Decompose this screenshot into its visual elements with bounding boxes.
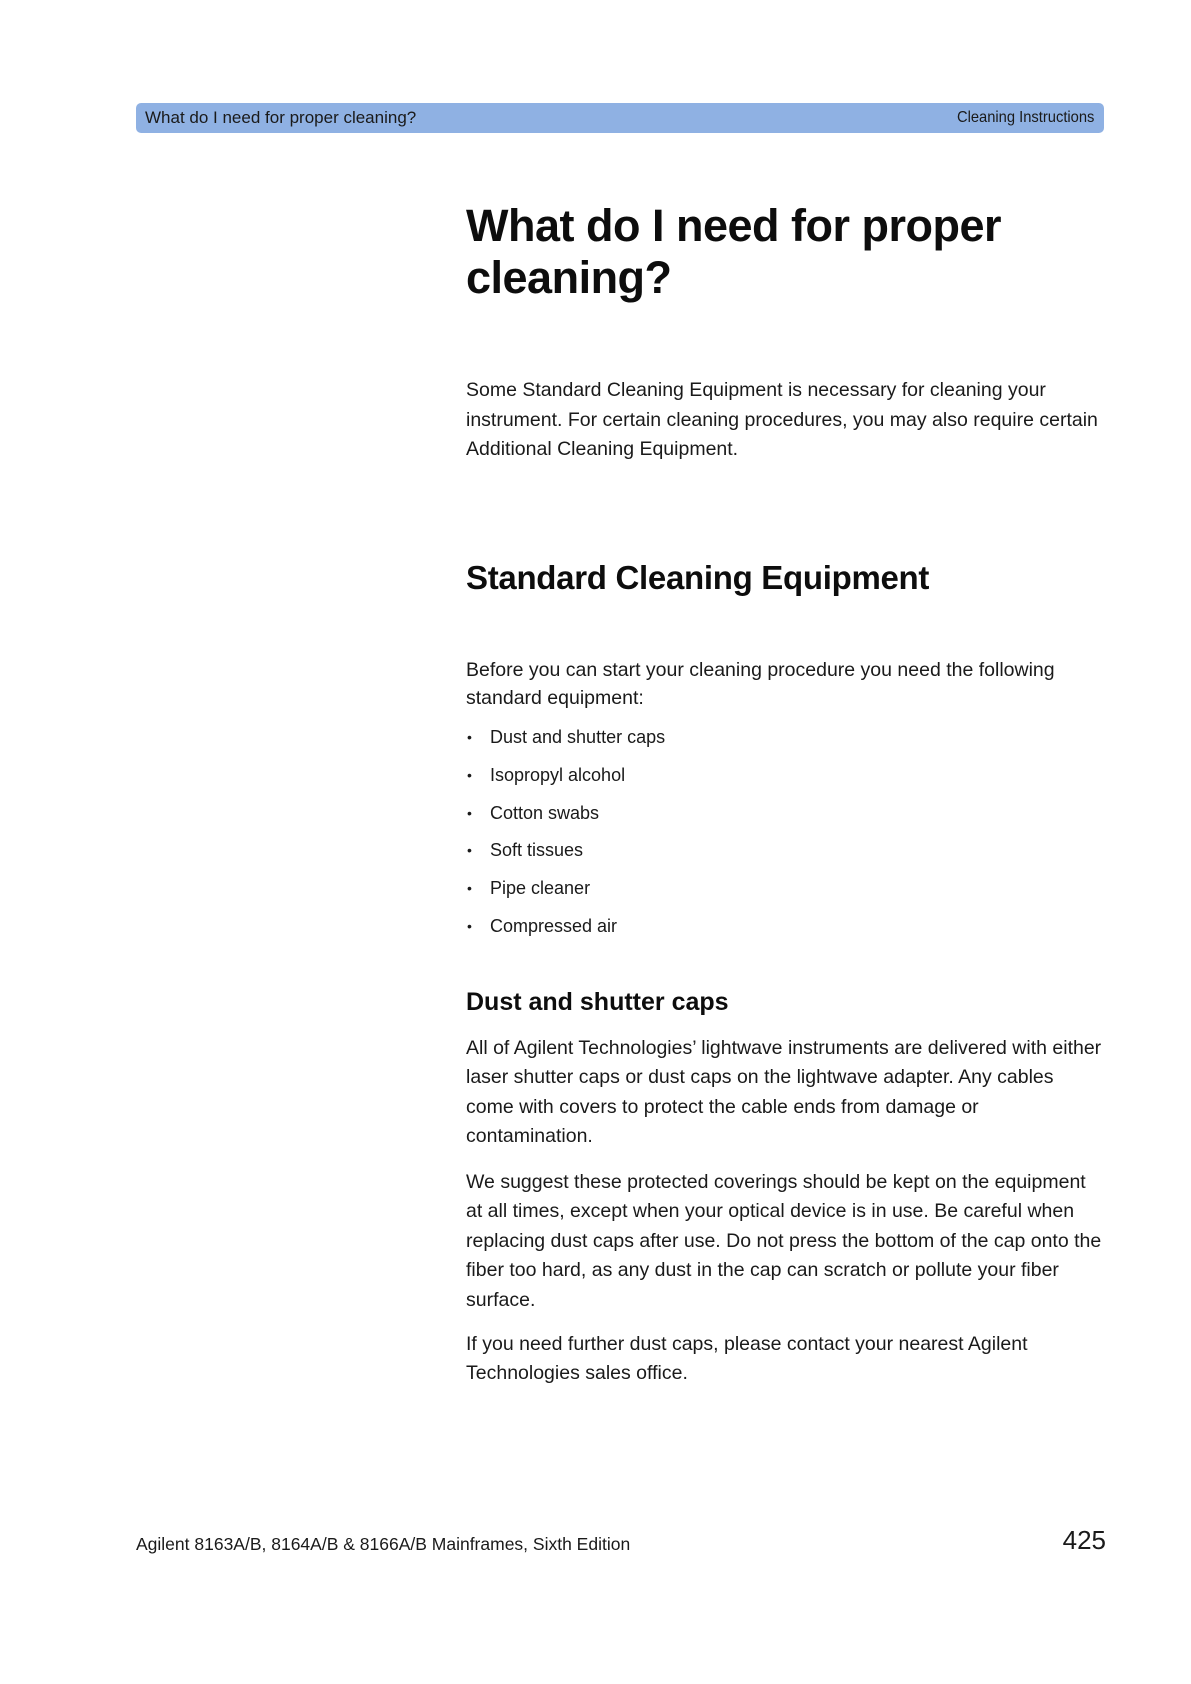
body-paragraph: All of Agilent Technologies’ lightwave instruments are delivered with either laser shutter caps or dust caps on the lightwave adapter. Any cables come with covers to protect the cable ends from damage or contamination. bbox=[466, 1037, 1102, 1148]
section-title: Standard Cleaning Equipment bbox=[466, 559, 930, 596]
page-number: 425 bbox=[1062, 1525, 1106, 1555]
body-paragraph: If you need further dust caps, please contact your nearest Agilent Technologies sales office. bbox=[466, 1333, 1028, 1385]
list-item bbox=[466, 761, 665, 799]
list-item bbox=[466, 874, 665, 912]
equipment-list bbox=[466, 723, 665, 950]
header-chapter-title: Cleaning Instructions bbox=[956, 109, 1094, 126]
list-item bbox=[466, 799, 665, 837]
list-item-label: Compressed air bbox=[490, 915, 618, 936]
bullet-icon: • bbox=[467, 804, 472, 821]
body-paragraph: We suggest these protected coverings should be kept on the equipment at all times, except when your optical device is in use. Be careful when replacing dust caps after use. Do not press the bottom of the cap onto the fiber too hard, as any dust in the cap can scratch or pollute your fiber surface. bbox=[466, 1171, 1102, 1311]
subsection-title: Dust and shutter caps bbox=[466, 988, 729, 1016]
list-item-label: Dust and shutter caps bbox=[490, 727, 666, 747]
list-item-label: Isopropyl alcohol bbox=[490, 764, 626, 785]
list-item-label: Soft tissues bbox=[490, 840, 584, 861]
list-item bbox=[466, 836, 665, 874]
footer-edition: Agilent 8163A/B, 8164A/B & 8166A/B Mainframes, Sixth Edition bbox=[136, 1534, 631, 1554]
bullet-icon: • bbox=[467, 917, 472, 934]
list-item-label: Pipe cleaner bbox=[490, 878, 591, 899]
list-item bbox=[466, 723, 665, 761]
list-item-label: Cotton swabs bbox=[490, 802, 600, 823]
page-title: What do I need for proper cleaning? bbox=[466, 200, 1001, 303]
bullet-icon: • bbox=[467, 842, 472, 859]
bullet-icon: • bbox=[467, 880, 472, 897]
header-section-title: What do I need for proper cleaning? bbox=[145, 108, 417, 127]
bullet-icon: • bbox=[467, 729, 472, 745]
running-header bbox=[136, 103, 1104, 133]
section-lead-in: Before you can start your cleaning procedure you need the following standard equipment: bbox=[466, 659, 1055, 709]
bullet-icon: • bbox=[467, 766, 472, 783]
list-item bbox=[466, 912, 665, 950]
intro-paragraph: Some Standard Cleaning Equipment is necessary for cleaning your instrument. For certain cleaning procedures, you may also require certain Additional Cleaning Equipment. bbox=[466, 379, 1098, 460]
